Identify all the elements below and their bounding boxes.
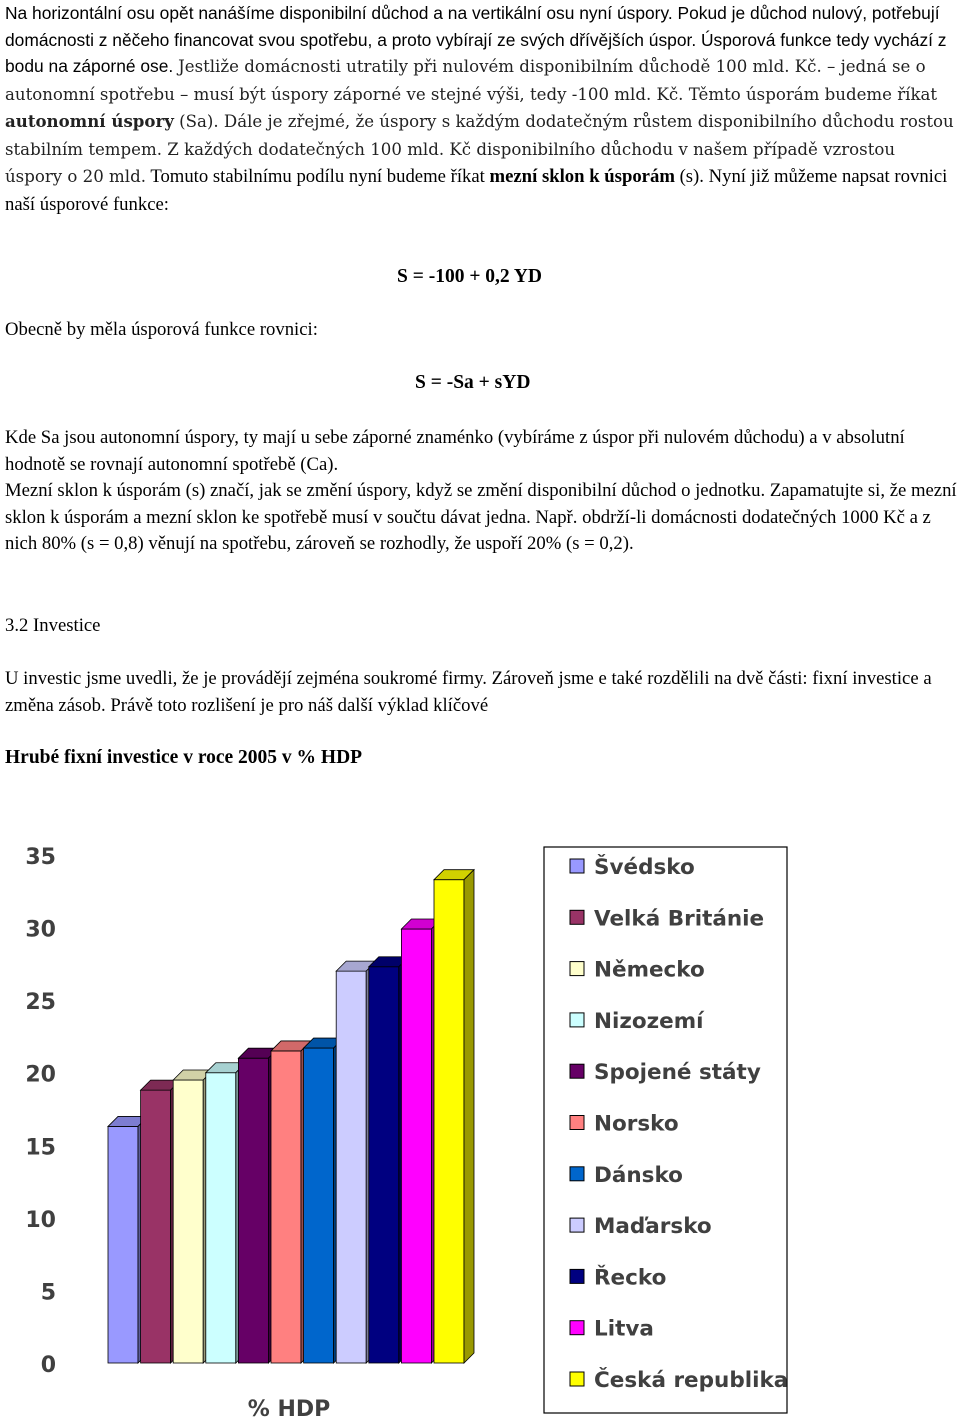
legend-label: Česká republika — [594, 1368, 789, 1393]
intro-text-3a: Tomuto stabilnímu podílu nyní budeme říkat — [146, 166, 490, 187]
bar-front — [369, 967, 399, 1363]
bar-front — [108, 1126, 138, 1363]
bar-front — [304, 1048, 334, 1363]
bar-side — [464, 870, 474, 1363]
specific-equation: S = -100 + 0,2 YD — [397, 266, 543, 287]
y-tick-label: 30 — [25, 917, 56, 943]
legend-item — [570, 1060, 761, 1085]
legend-swatch — [570, 1116, 584, 1130]
y-axis — [25, 845, 56, 1378]
legend-label: Maďarsko — [594, 1214, 712, 1240]
legend-label: Spojené státy — [594, 1060, 761, 1086]
legend-label: Dánsko — [594, 1162, 683, 1188]
legend-swatch — [570, 1064, 584, 1078]
y-tick-label: 35 — [25, 845, 56, 870]
bars — [108, 870, 474, 1363]
explanation-para-2: Mezní sklon k úsporám (s) značí, jak se změní úspory, když se změní disponibilní důchod o jednotku. Zapamatujte si, že mezní sklon k úsporám a mezní sklon ke spotřebě musí v součtu dávat jedna. Např. obdrží-li domácnosti dodatečných 1000 Kč a z nich 80% (s = 0,8) věnují na spotřebu, zároveň se rozhodly, že uspoří 20% (s = 0,2). — [5, 480, 957, 554]
y-tick-label: 25 — [25, 990, 56, 1016]
legend-item — [570, 906, 764, 931]
legend-label: Norsko — [594, 1111, 679, 1137]
bar — [434, 870, 474, 1363]
investment-bar-chart — [0, 820, 960, 1420]
bar-front — [141, 1090, 171, 1363]
legend-label: Nizozemí — [594, 1008, 704, 1034]
intro-paragraph — [5, 0, 957, 218]
legend-label: Řecko — [594, 1265, 667, 1291]
autonomous-savings-term: autonomní úspory — [5, 111, 174, 131]
legend-swatch — [570, 910, 584, 924]
legend-label: Velká Británie — [594, 906, 765, 932]
chart-heading: Hrubé fixní investice v roce 2005 v % HDP — [5, 747, 363, 768]
y-tick-label: 20 — [25, 1062, 56, 1088]
y-tick-label: 10 — [25, 1207, 56, 1233]
bar-front — [271, 1051, 301, 1363]
legend-label: Litva — [594, 1316, 654, 1342]
bar-front — [173, 1080, 203, 1363]
section-title: 3.2 Investice — [5, 615, 101, 636]
bar-front — [238, 1058, 268, 1363]
legend-swatch — [570, 1269, 584, 1283]
general-equation-label: Obecně by měla úsporová funkce rovnici: — [5, 319, 318, 340]
legend-swatch — [570, 859, 584, 873]
x-axis-label: % HDP — [247, 1397, 331, 1420]
intro-text-2b: (Sa). Dále je zřejmé, že úspory s každým dodatečným růstem disponibilního důchodu rostou stabilním tempem. Z každých dodatečných 100 mld. Kč disponibilního důchodu v našem případě vzrostou úspory o 20 mld. — [5, 112, 954, 186]
legend-label: Švédsko — [594, 855, 695, 880]
legend-swatch — [570, 1218, 584, 1232]
section-paragraph: U investic jsme uvedli, že je provádějí zejména soukromé firmy. Zároveň jsme e také rozdělili na dvě části: fixní investice a změna zásob. Právě toto rozlišení je pro náš další výklad klíčové — [5, 668, 932, 716]
legend-item — [570, 1367, 788, 1393]
legend-swatch — [570, 1321, 584, 1335]
intro-text-3b: (s). Nyní již můžeme napsat rovnici naší úsporové funkce: — [5, 166, 948, 215]
y-tick-label: 15 — [25, 1135, 56, 1161]
legend-swatch — [570, 1013, 584, 1027]
legend-swatch — [570, 962, 584, 976]
y-tick-label: 5 — [40, 1280, 56, 1306]
bar-front — [336, 971, 366, 1363]
legend-swatch — [570, 1372, 584, 1386]
bar-front — [434, 880, 464, 1363]
y-tick-label: 0 — [40, 1353, 56, 1378]
intro-text-1: Na horizontální osu opět nanášíme disponibilní důchod a na vertikální osu nyní úspory. Pokud je důchod nulový, potřebují domácnosti z něčeho financovat svou spotřebu, a proto vybírají ze svých dřívějších úspor. Úsporová funkce tedy vychází z bodu na záporné ose. — [5, 3, 947, 76]
mps-term: mezní sklon k úsporám — [489, 166, 675, 187]
explanation-para-1: Kde Sa jsou autonomní úspory, ty mají u sebe záporné znaménko (vybíráme z úspor při nulovém důchodu) a v absolutní hodnotě se rovnají autonomní spotřebě (Ca). — [5, 427, 905, 475]
legend-swatch — [570, 1167, 584, 1181]
general-equation: S = -Sa + sYD — [415, 372, 531, 393]
legend-label: Německo — [594, 957, 705, 983]
bar-front — [401, 929, 431, 1363]
bar-front — [206, 1073, 236, 1363]
intro-text-2a: Jestliže domácnosti utratily při nulovém disponibilním důchodě 100 mld. Kč. – jedná se o autonomní spotřebu – musí být úspory záporné ve stejné výši, tedy -100 mld. Kč. Těmto úsporám budeme říkat — [5, 57, 938, 104]
